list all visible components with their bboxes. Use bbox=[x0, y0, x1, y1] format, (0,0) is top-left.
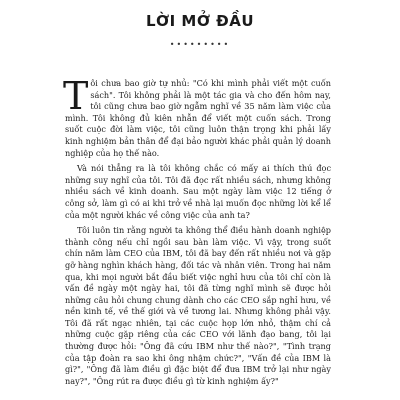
title-divider: ••••••••• bbox=[169, 40, 231, 49]
paragraph-1-text: ôi chưa bao giờ tự nhủ: "Có khi mình phải viết một cuốn sách". Tôi không phải là một tác gia và cho đến hôm nay, tôi cũng chưa bao giờ ngẫm nghĩ về 35 năm làm việc của mình. Tôi không đủ kiên nhẫn để viết một cuốn sách. Trong suốt cuộc đời làm việc, tôi cũng luôn thận trọng khi phải lấy kinh nghiệm bản thân để đại bảo người khác phải quản lý doanh nghiệp của họ thế nào. bbox=[65, 78, 331, 158]
paragraph-1 bbox=[63, 74, 331, 159]
body-text bbox=[63, 74, 331, 391]
page-title: LỜI MỞ ĐẦU bbox=[145, 12, 255, 30]
paragraph-3: Tôi luôn tin rằng người ta không thể điều hành doanh nghiệp thành công nếu chỉ ngồi sau bàn làm việc. Vì vậy, trong suốt chín năm làm CEO của IBM, tôi đã bay đến rất nhiều nơi và gặp gỡ hàng nghìn khách hàng, đối tác và nhân viên. Trong hai năm qua, khi mọi người bắt đầu biết việc nghỉ hưu của tôi chỉ còn là vấn đề ngày một ngày hai, tôi đã từng nghĩ mình sẽ được hỏi những câu hỏi chung chung dành cho các CEO sắp nghỉ hưu, về nền kinh tế, về thế giới và về tương lai. Nhưng không phải vậy. Tôi đã rất ngạc nhiên, tại các cuộc họp lớn nhỏ, thậm chí cả những cuộc gặp riêng của các CEO với lãnh đạo bang, tôi lại thường được hỏi: "Ông đã cứu IBM như thế nào?", "Tình trạng của tập đoàn ra sao khi ông nhậm chức?", "Vấn đề của IBM là gì?", "Ông đã làm điều gì đặc biệt để đưa IBM trở lại như ngày nay?", "Ông rút ra được điều gì từ kinh nghiệm ấy?" bbox=[65, 225, 331, 386]
drop-cap: T bbox=[63, 74, 89, 118]
paragraph-2: Và nói thẳng ra là tôi không chắc có mấy ai thích thú đọc những suy nghĩ của tôi. Tôi đã đọc rất nhiều sách, nhưng không nhiều sách về kinh doanh. Sau một ngày làm việc 12 tiếng ở công sở, làm gì có ai khi trở về nhà lại muốn đọc những lời kể lể của một người khác về công việc của anh ta? bbox=[65, 163, 331, 220]
